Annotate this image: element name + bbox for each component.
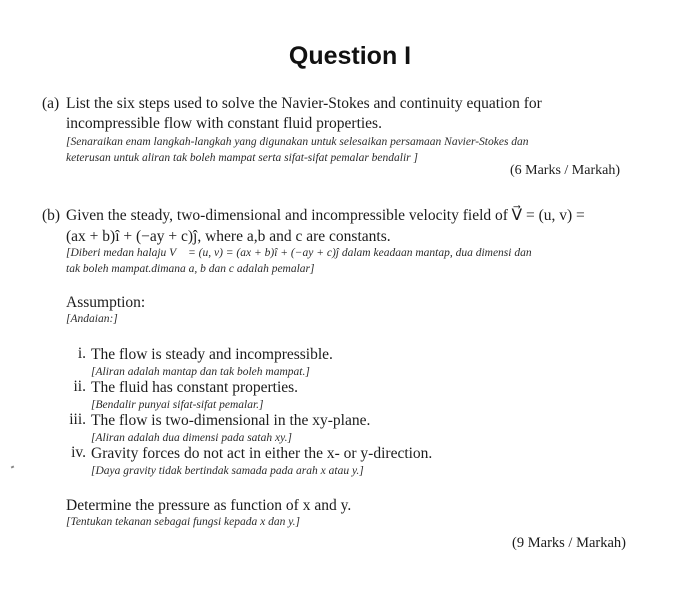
part-b-question-line-1: Given the steady, two-dimensional and incompressible velocity field of V⃗ = (u, v) = <box>66 207 585 224</box>
assumption-heading: Assumption: <box>66 294 146 311</box>
assumption-item-translation: [Aliran adalah mantap dan tak boleh mampat.] <box>91 366 310 378</box>
part-b-translation-line-2: tak boleh mampat.dimana a, b dan c adalah pemalar] <box>66 263 315 275</box>
part-a-marks: (6 Marks / Markah) <box>509 163 620 178</box>
part-a-label: (a) <box>42 95 60 112</box>
assumption-number: i. <box>77 345 86 362</box>
stray-mark <box>11 465 15 468</box>
part-b-label: (b) <box>42 207 61 224</box>
assumption-item-text: Gravity forces do not act in either the x- or y-direction. <box>91 445 433 462</box>
part-a-question-line-2: incompressible flow with constant fluid properties. <box>66 115 382 132</box>
part-b-marks: (9 Marks / Markah) <box>512 535 626 551</box>
assumption-heading-translation: [Andaian:] <box>66 313 118 325</box>
assumption-number: iii. <box>69 411 86 428</box>
part-a-translation-line-1: [Senaraikan enam langkah-langkah yang digunakan untuk selesaikan persamaan Navier-Stokes dan <box>66 136 529 148</box>
part-a-question-line-1: List the six steps used to solve the Navier-Stokes and continuity equation for <box>66 95 542 112</box>
question-title: Question I <box>288 42 412 70</box>
assumption-number: iv. <box>71 444 86 461</box>
part-b-translation-line-1: [Diberi medan halaju V⃗ = (u, v) = (ax + b)î + (−ay + c)ĵ dalam keadaan mantap, dua dimensi dan <box>66 247 532 259</box>
part-a-translation-line-2: keterusan untuk aliran tak boleh mampat serta sifat-sifat pemalar bendalir ] <box>66 152 419 164</box>
assumption-number: ii. <box>73 378 86 395</box>
determine-instruction: Determine the pressure as function of x and y. <box>66 497 352 514</box>
assumption-item-translation: [Bendalir punyai sifat-sifat pemalar.] <box>91 399 264 411</box>
assumption-item-text: The flow is steady and incompressible. <box>91 346 333 363</box>
assumption-item-text: The fluid has constant properties. <box>91 379 299 396</box>
part-b-question-line-2: (ax + b)î + (−ay + c)ĵ, where a,b and c are constants. <box>66 228 391 245</box>
assumption-item-text: The flow is two-dimensional in the xy-plane. <box>91 412 371 429</box>
determine-instruction-translation: [Tentukan tekanan sebagai fungsi kepada x dan y.] <box>66 516 301 528</box>
assumption-item-translation: [Aliran adalah dua dimensi pada satah xy.] <box>91 432 292 444</box>
assumption-item-translation: [Daya gravity tidak bertindak samada pada arah x atau y.] <box>91 465 364 477</box>
